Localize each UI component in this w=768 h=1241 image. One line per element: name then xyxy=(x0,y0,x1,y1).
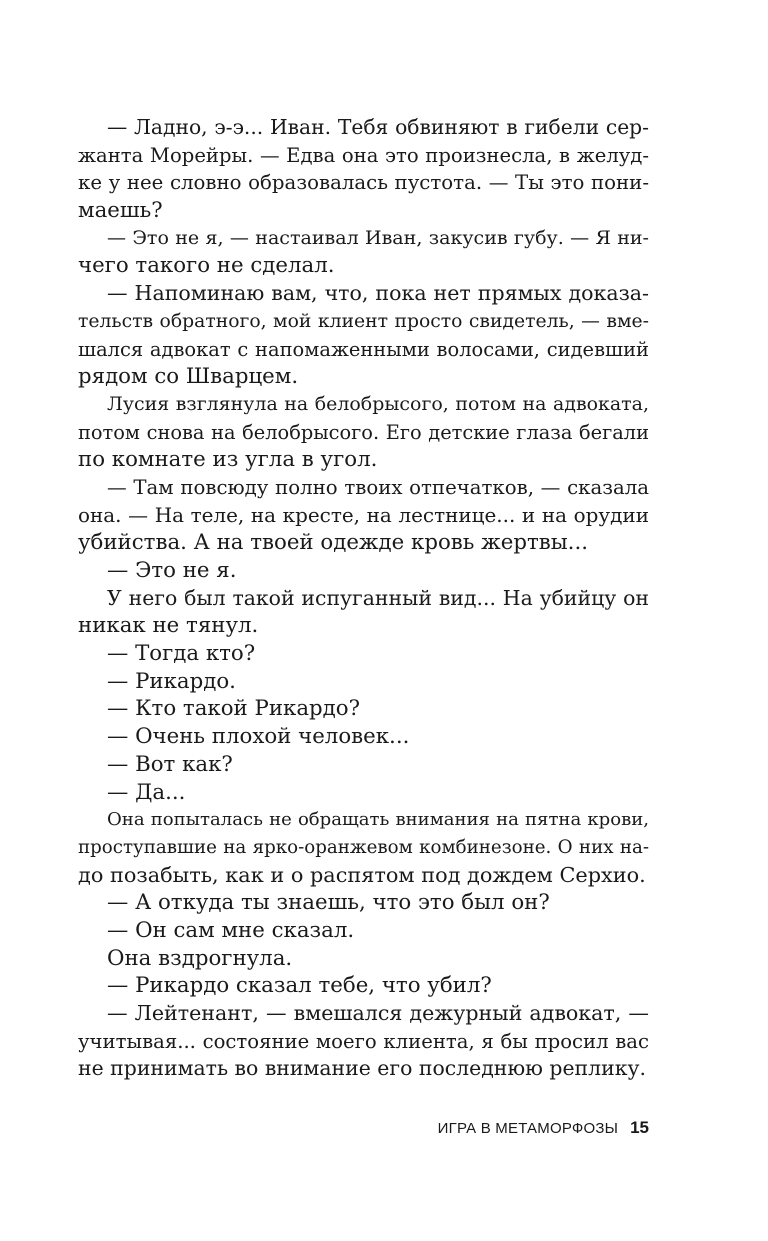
text-line: — Рикардо. xyxy=(107,668,236,694)
text-line: шался адвокат с напомаженными волосами, сидевший xyxy=(78,337,649,361)
text-line: — Тогда кто? xyxy=(107,641,256,667)
text-line: — Это не я, — настаивал Иван, закусив губу. — Я ни- xyxy=(107,226,649,249)
text-line: — Кто такой Рикардо? xyxy=(107,696,361,722)
running-title: ИГРА В МЕТАМОРФОЗЫ xyxy=(437,1120,619,1137)
text-line: Она попыталась не обращать внимания на пятна крови, xyxy=(107,809,649,831)
text-line: до позабыть, как и о распятом под дождем Серхио. xyxy=(78,862,646,887)
text-line: никак не тянул. xyxy=(78,613,259,639)
text-line: она. — На теле, на кресте, на лестнице... и на орудии xyxy=(78,502,649,527)
page-footer xyxy=(438,1118,649,1140)
text-line: рядом со Шварцем. xyxy=(78,364,299,390)
text-line: убийства. А на твоей одежде кровь жертвы... xyxy=(78,530,588,556)
text-line: — А откуда ты знаешь, что это был он? xyxy=(107,890,550,916)
text-line: ке у нее словно образовалась пустота. — Ты это пони- xyxy=(78,171,649,195)
text-line: — Да... xyxy=(107,779,186,805)
text-line: чего такого не сделал. xyxy=(78,253,335,279)
text-line: Она вздрогнула. xyxy=(107,945,293,971)
text-line: проступавшие на ярко-оранжевом комбинезоне. О них на- xyxy=(78,836,649,858)
text-line: — Это не я. xyxy=(107,558,237,583)
text-line: — Напоминаю вам, что, пока нет прямых доказа- xyxy=(107,281,649,306)
text-line: — Очень плохой человек... xyxy=(107,724,410,750)
text-line: — Вот как? xyxy=(107,751,233,777)
text-line: — Ладно, э-э... Иван. Тебя обвиняют в гибели сер- xyxy=(107,115,649,139)
text-line: учитывая... состояние моего клиента, я бы просил вас xyxy=(78,1029,649,1053)
page-number: 15 xyxy=(630,1118,649,1137)
text-line: У него был такой испуганный вид... На убийцу он xyxy=(107,585,649,610)
text-line: по комнате из угла в угол. xyxy=(78,447,378,473)
text-line: тельств обратного, мой клиент просто свидетель, — вме- xyxy=(78,310,649,332)
text-line: — Там повсюду полно твоих отпечатков, — сказала xyxy=(107,475,649,499)
text-line: потом снова на белобрысого. Его детские глаза бегали xyxy=(78,420,649,444)
text-line: не принимать во внимание его последнюю реплику. xyxy=(78,1056,646,1081)
text-line: — Рикардо сказал тебе, что убил? xyxy=(107,973,492,999)
text-line: жанта Морейры. — Едва она это произнесла, в желуд- xyxy=(78,143,649,167)
text-line: Лусия взглянула на белобрысого, потом на адвоката, xyxy=(107,392,649,415)
body-text xyxy=(78,114,649,1083)
text-line: маешь? xyxy=(78,198,163,224)
text-line: — Он сам мне сказал. xyxy=(107,917,355,943)
text-line: — Лейтенант, — вмешался дежурный адвокат, — xyxy=(107,1001,649,1025)
